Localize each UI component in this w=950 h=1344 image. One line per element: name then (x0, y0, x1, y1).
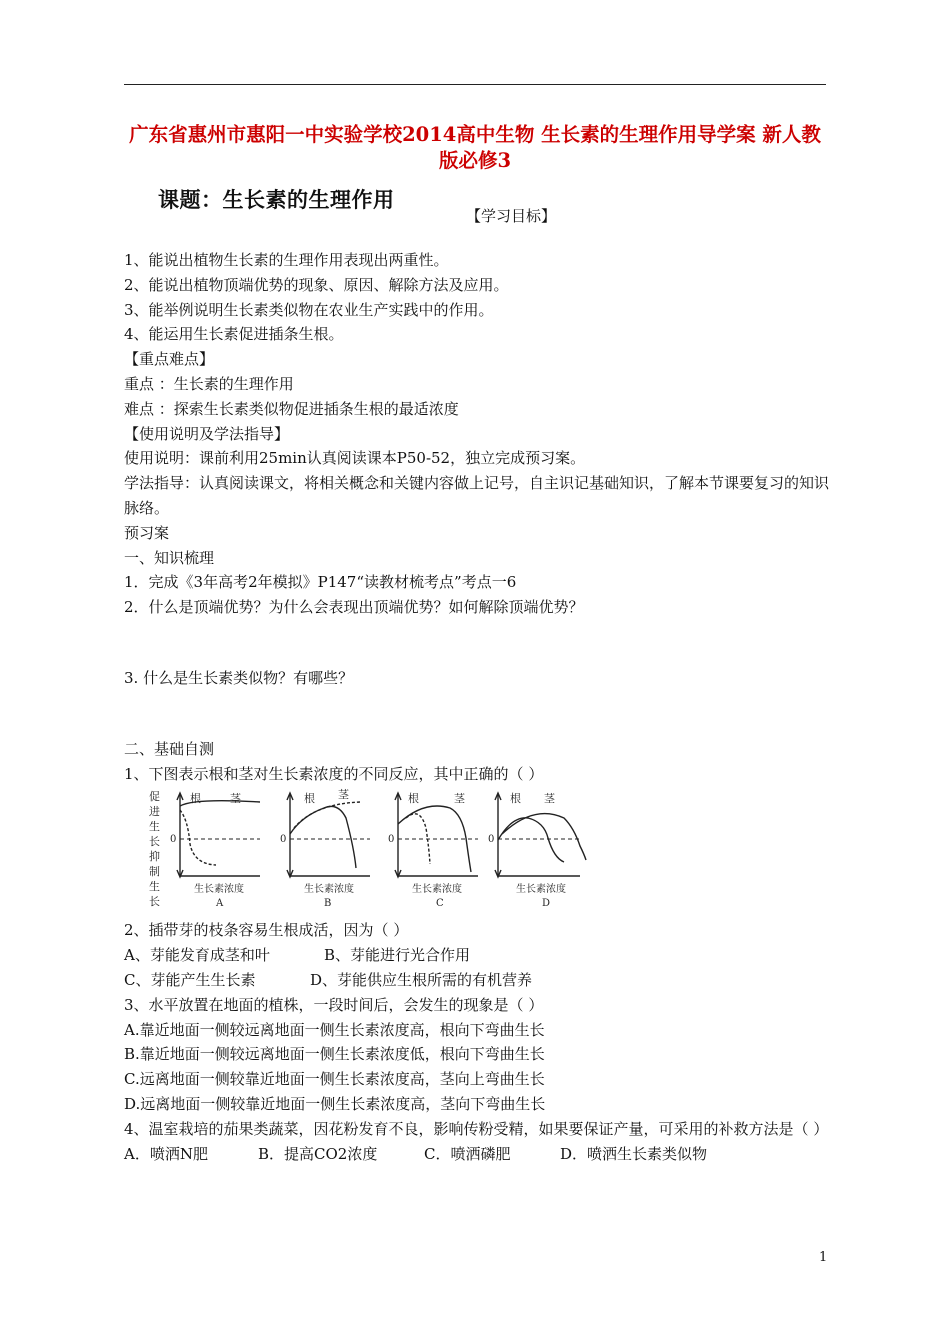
y-axis-char: 抑 (149, 850, 160, 864)
zero-label: 0 (280, 834, 287, 846)
option: D、芽能供应生根所需的有机营养 (310, 970, 533, 989)
preview-heading: 预习案 (124, 523, 170, 542)
root-label: 根 (408, 792, 419, 806)
q2-options-row (124, 968, 836, 993)
question: 3. 什么是生长素类似物？有哪些？ (124, 668, 354, 687)
usage-heading: 【使用说明及学法指导】 (124, 424, 290, 443)
q2-options-row (124, 943, 836, 968)
option: B.靠近地面一侧较远离地面一侧生长素浓度低，根向下弯曲生长 (124, 1045, 545, 1064)
q4-options-row (124, 1142, 836, 1167)
option: A.靠近地面一侧较远离地面一侧生长素浓度高，根向下弯曲生长 (124, 1020, 545, 1039)
option: D.远离地面一侧较靠近地面一侧生长素浓度高，茎向下弯曲生长 (124, 1094, 546, 1113)
y-axis-char: 促 (149, 790, 160, 804)
document-title: 广东省惠州市惠阳一中实验学校2014高中生物 生长素的生理作用导学案 新人教版必修3 (129, 123, 821, 172)
document-body (124, 248, 836, 1166)
option: A、芽能发育成茎和叶 (124, 946, 270, 965)
option: C．喷洒磷肥 (424, 1144, 511, 1163)
option: B、芽能进行光合作用 (324, 946, 471, 965)
panel-label-a: A (216, 898, 224, 910)
question: 3、水平放置在地面的植株，一段时间后，会发生的现象是（ ） (124, 995, 544, 1014)
subject-heading: 课题：生长素的生理作用 (158, 188, 395, 212)
y-axis-caption (149, 790, 160, 908)
graph-panel-d (488, 791, 586, 909)
panel-label-c: C (436, 898, 444, 910)
y-axis-char: 生 (149, 880, 160, 894)
page-number: 1 (819, 1250, 828, 1265)
auxin-response-figure (124, 788, 836, 912)
graph-panel-a (170, 791, 260, 909)
objectives-heading: 【学习目标】 (466, 207, 557, 225)
question: 4、温室栽培的茄果类蔬菜，因花粉发育不良，影响传粉受精，如果要保证产量，可采用的补救方法是（ ） (124, 1119, 829, 1138)
stem-label: 茎 (454, 792, 465, 806)
x-axis-label: 生长素浓度 (412, 884, 462, 896)
x-axis-label: 生长素浓度 (194, 884, 244, 896)
root-label: 根 (190, 792, 201, 806)
option: A．喷洒N肥 (124, 1144, 208, 1163)
header-rule (124, 84, 826, 85)
root-label: 根 (510, 792, 521, 806)
y-axis-char: 长 (149, 835, 160, 849)
x-axis-label: 生长素浓度 (304, 884, 354, 896)
zero-label: 0 (388, 834, 395, 846)
stem-label: 茎 (230, 792, 241, 806)
question: 2．什么是顶端优势？为什么会表现出顶端优势？如何解除顶端优势？ (124, 598, 584, 617)
zero-label: 0 (488, 834, 495, 846)
objective-item: 3、能举例说明生长素类似物在农业生产实践中的作用。 (124, 300, 494, 319)
stem-label: 茎 (338, 788, 349, 802)
zero-label: 0 (170, 834, 177, 846)
y-axis-char: 长 (149, 895, 160, 909)
question: 2、插带芽的枝条容易生根成活，因为（ ） (124, 921, 409, 940)
question: 1、下图表示根和茎对生长素浓度的不同反应，其中正确的（ ） (124, 764, 544, 783)
x-axis-label: 生长素浓度 (516, 884, 566, 896)
option: C、芽能产生生长素 (124, 970, 256, 989)
objective-item: 2、能说出植物顶端优势的现象、原因、解除方法及应用。 (124, 275, 509, 294)
option: B．提高CO2浓度 (258, 1144, 378, 1163)
graph-panel-c (388, 791, 478, 909)
graph-panel-b (280, 788, 370, 909)
y-axis-char: 进 (149, 805, 160, 819)
option: D．喷洒生长素类似物 (560, 1144, 708, 1163)
panel-label-d: D (542, 898, 551, 910)
stem-label: 茎 (544, 792, 555, 806)
method-note: 学法指导：认真阅读课文，将相关概念和关键内容做上记号，自主识记基础知识，了解本节课要复习的知识脉络。 (124, 474, 830, 517)
auxin-graphs (124, 788, 594, 912)
section-heading: 一、知识梳理 (124, 548, 215, 567)
difficult-point: 难点 ：探索生长素类似物促进插条生根的最适浓度 (124, 399, 459, 418)
section-heading: 二、基础自测 (124, 739, 215, 758)
objective-item: 1、能说出植物生长素的生理作用表现出两重性。 (124, 251, 449, 269)
option: C.远离地面一侧较靠近地面一侧生长素浓度高，茎向上弯曲生长 (124, 1070, 545, 1089)
y-axis-char: 制 (149, 865, 160, 879)
question: 1．完成《3年高考2年模拟》P147“读教材梳考点”考点一6 (124, 573, 517, 592)
y-axis-char: 生 (149, 820, 160, 834)
key-points-heading: 【重点难点】 (124, 350, 215, 369)
key-point: 重点 ：生长素的生理作用 (124, 374, 294, 393)
panel-label-b: B (324, 898, 332, 910)
root-label: 根 (304, 792, 315, 806)
usage-note: 使用说明：课前利用25min认真阅读课本P50-52，独立完成预习案。 (124, 449, 586, 468)
objective-item: 4、能运用生长素促进插条生根。 (124, 325, 344, 344)
